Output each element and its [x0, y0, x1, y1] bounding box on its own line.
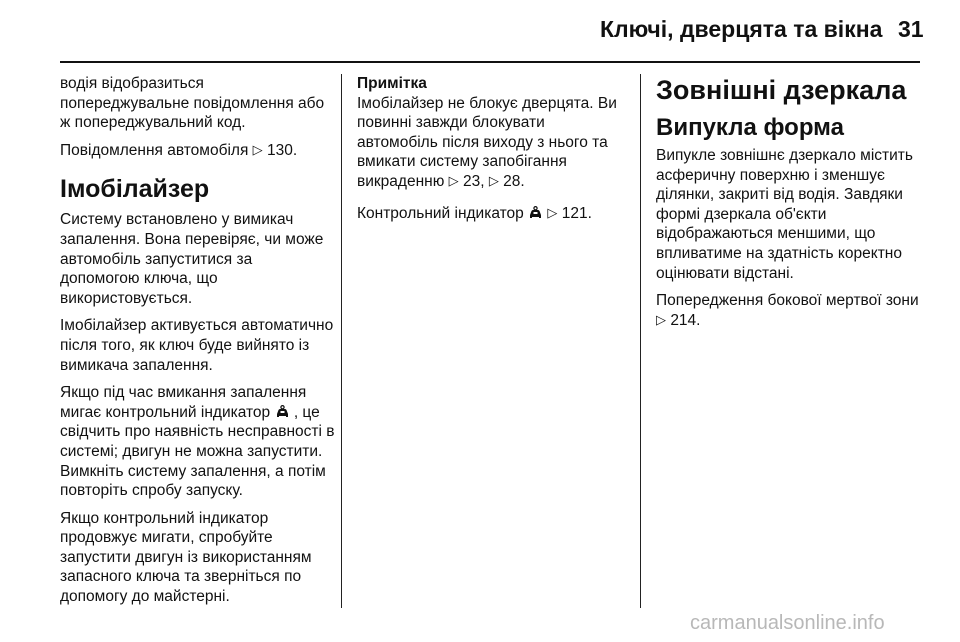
page-ref-arrow-icon: ▷	[448, 172, 459, 188]
section-heading-exterior-mirrors: Зовнішні дзеркала	[656, 75, 907, 105]
paragraph-immobilizer-3	[60, 383, 335, 501]
subheading-convex-shape: Випукла форма	[656, 114, 844, 141]
page-ref-link[interactable]: 130.	[266, 141, 298, 159]
paragraph-intro: водія відобразиться попереджувальне повідомлення або ж попереджувальний код.	[60, 75, 325, 132]
column-3	[656, 74, 922, 338]
paragraph-immobilizer-4: Якщо контрольний індикатор продовжує мигати, спробуйте запустити двигун із використанням запасного ключа та зверніться по допомогу до майстерні.	[60, 509, 312, 606]
column-2	[357, 74, 629, 231]
paragraph-vehicle-messages	[60, 141, 335, 161]
header-title: Ключі, дверцята та вікна	[600, 16, 883, 42]
header-divider	[60, 61, 920, 63]
note-text	[357, 94, 629, 192]
text: Попередження бокової мертвої зони	[656, 292, 919, 310]
text: Контрольний індикатор	[357, 204, 524, 222]
column-divider-2	[640, 74, 641, 608]
page-ref-link[interactable]: 28.	[503, 172, 525, 190]
paragraph-immobilizer-2: Імобілайзер активується автоматично після того, як ключ буде вийнято із вимикача запалення.	[60, 317, 334, 374]
column-divider-1	[341, 74, 342, 608]
page-ref-arrow-icon: ▷	[252, 141, 263, 157]
page-ref-link[interactable]: 214.	[670, 311, 701, 329]
paragraph-indicator	[357, 204, 629, 224]
note-title: Примітка	[357, 75, 427, 92]
column-1	[60, 74, 335, 615]
text: Імобілайзер не блокує дверцята. Ви повинні завжди блокувати автомобіль після виходу з нього та вмикати систему запобігання викраденню	[357, 94, 617, 190]
page-ref-arrow-icon: ▷	[547, 204, 558, 220]
text: , це свідчить про наявність несправності в системі; двигун не можна запустити. Вимкніть систему запалення, а потім повторіть спробу запуску.	[60, 403, 335, 500]
immobilizer-car-key-icon	[275, 405, 290, 419]
paragraph-immobilizer-1: Систему встановлено у вимикач запалення. Вона перевіряє, чи може автомобіль запуститися за допомогою ключа, що використовується.	[60, 211, 324, 307]
paragraph-blind-spot	[656, 291, 922, 330]
text: Якщо під час вмикання запалення мигає контрольний індикатор	[60, 384, 307, 421]
watermark: carmanualsonline.info	[690, 612, 885, 634]
page-ref-link[interactable]: 121.	[561, 204, 592, 222]
paragraph-convex-mirror: Випукле зовнішнє дзеркало містить асферичну поверхню і зменшує ділянки, закриті від водія. Завдяки формі дзеркала об'єкти відображаються меншими, що впливатиме на здатність коректно оцінювати відстані.	[656, 147, 913, 282]
page-ref-arrow-icon: ▷	[656, 311, 666, 327]
page-number: 31	[898, 16, 924, 42]
page-ref-link[interactable]: 23,	[462, 172, 485, 190]
page-ref-arrow-icon: ▷	[488, 172, 499, 188]
text: Повідомлення автомобіля	[60, 141, 249, 159]
section-heading-immobilizer: Імобілайзер	[60, 175, 210, 204]
immobilizer-car-key-icon	[528, 206, 543, 220]
